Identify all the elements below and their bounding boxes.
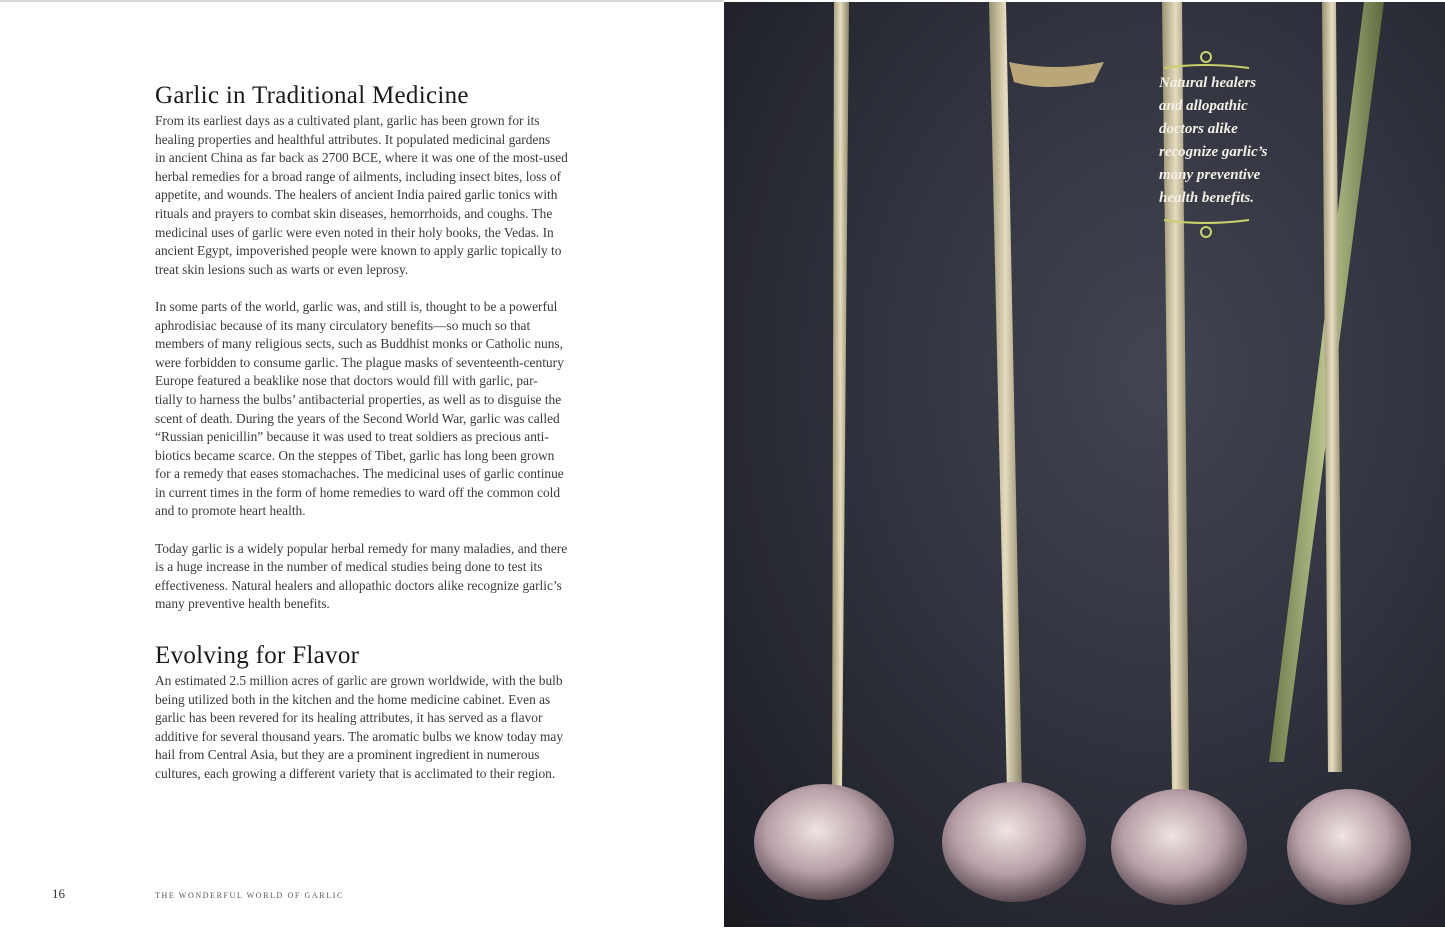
text-line: being utilized both in the kitchen and the home medicine cabinet. Even as — [155, 691, 551, 707]
text-line: recognize garlic’s — [1159, 144, 1268, 160]
text-line: in ancient China as far back as 2700 BCE, where it was one of the most-used — [155, 150, 568, 166]
running-footer: THE WONDERFUL WORLD OF GARLIC — [155, 891, 344, 900]
text-line: hail from Central Asia, but they are a prominent ingredient in numerous — [155, 747, 540, 763]
text-line: tially to harness the bulbs’ antibacterial properties, as well as to disguise the — [155, 391, 562, 407]
text-line: treat skin lesions such as warts or even leprosy. — [155, 261, 409, 277]
text-line: were forbidden to consume garlic. The plague masks of seventeenth-century — [155, 354, 564, 370]
text-line: in current times in the form of home remedies to ward off the common cold — [155, 484, 561, 500]
section-evolving-for-flavor — [155, 642, 595, 784]
paragraph — [155, 540, 595, 614]
text-line: health benefits. — [1159, 190, 1255, 206]
text-line: and to promote heart health. — [155, 503, 306, 519]
text-line: Natural healers — [1159, 75, 1257, 91]
text-line: members of many religious sects, such as Buddhist monks or Catholic nuns, — [155, 336, 563, 352]
text-line: garlic has been revered for its healing attributes, it has served as a flavor — [155, 710, 543, 726]
text-line: and allopathic — [1159, 98, 1248, 114]
text-line: Today garlic is a widely popular herbal remedy for many maladies, and there — [155, 540, 568, 556]
text-line: herbal remedies for a broad range of ailments, including insect bites, loss of — [155, 168, 562, 184]
text-line: An estimated 2.5 million acres of garlic are grown worldwide, with the bulb — [155, 673, 563, 688]
text-line: is a huge increase in the number of medical studies being done to test its — [155, 559, 543, 575]
text-line: aphrodisiac because of its many circulatory benefits—so much so that — [155, 317, 531, 333]
text-line: doctors alike — [1159, 121, 1238, 137]
text-line: medicinal uses of garlic were even noted in their holy books, the Vedas. In — [155, 224, 554, 240]
text-line: From its earliest days as a cultivated plant, garlic has been grown for its — [155, 113, 540, 128]
text-line: for a remedy that eases stomachaches. The medicinal uses of garlic continue — [155, 466, 564, 482]
garlic-photo — [724, 2, 1445, 927]
page-number: 16 — [52, 886, 65, 901]
text-line: Europe featured a beaklike nose that doctors would fill with garlic, par- — [155, 373, 538, 389]
garlic-illustration — [724, 2, 1445, 927]
text-line: many preventive — [1159, 167, 1261, 183]
text-line: rituals and prayers to combat skin diseases, hemorrhoids, and coughs. The — [155, 205, 553, 221]
text-line: effectiveness. Natural healers and allopathic doctors alike recognize garlic’s — [155, 577, 562, 593]
paragraph — [155, 112, 595, 279]
text-line: scent of death. During the years of the Second World War, garlic was called — [155, 410, 560, 426]
text-line: additive for several thousand years. The aromatic bulbs we know today may — [155, 728, 564, 744]
text-line: biotics became scarce. On the steppes of Tibet, garlic has long been grown — [155, 447, 555, 463]
text-line: ancient Egypt, impoverished people were known to apply garlic topically to — [155, 243, 562, 259]
text-line: “Russian penicillin” because it was used to treat soldiers as precious anti- — [155, 429, 549, 445]
section-heading: Evolving for Flavor — [155, 642, 360, 669]
section-traditional-medicine — [155, 82, 595, 614]
text-line: In some parts of the world, garlic was, and still is, thought to be a powerful — [155, 298, 558, 314]
section-heading: Garlic in Traditional Medicine — [155, 82, 469, 109]
text-line: healing properties and healthful attributes. It populated medicinal gardens — [155, 131, 551, 147]
text-line: many preventive health benefits. — [155, 596, 330, 612]
text-line: appetite, and wounds. The healers of ancient India paired garlic tonics with — [155, 187, 558, 203]
text-line: cultures, each growing a different variety that is acclimated to their region. — [155, 765, 556, 781]
paragraph — [155, 298, 595, 521]
pull-quote — [1159, 72, 1289, 210]
paragraph — [155, 672, 595, 784]
